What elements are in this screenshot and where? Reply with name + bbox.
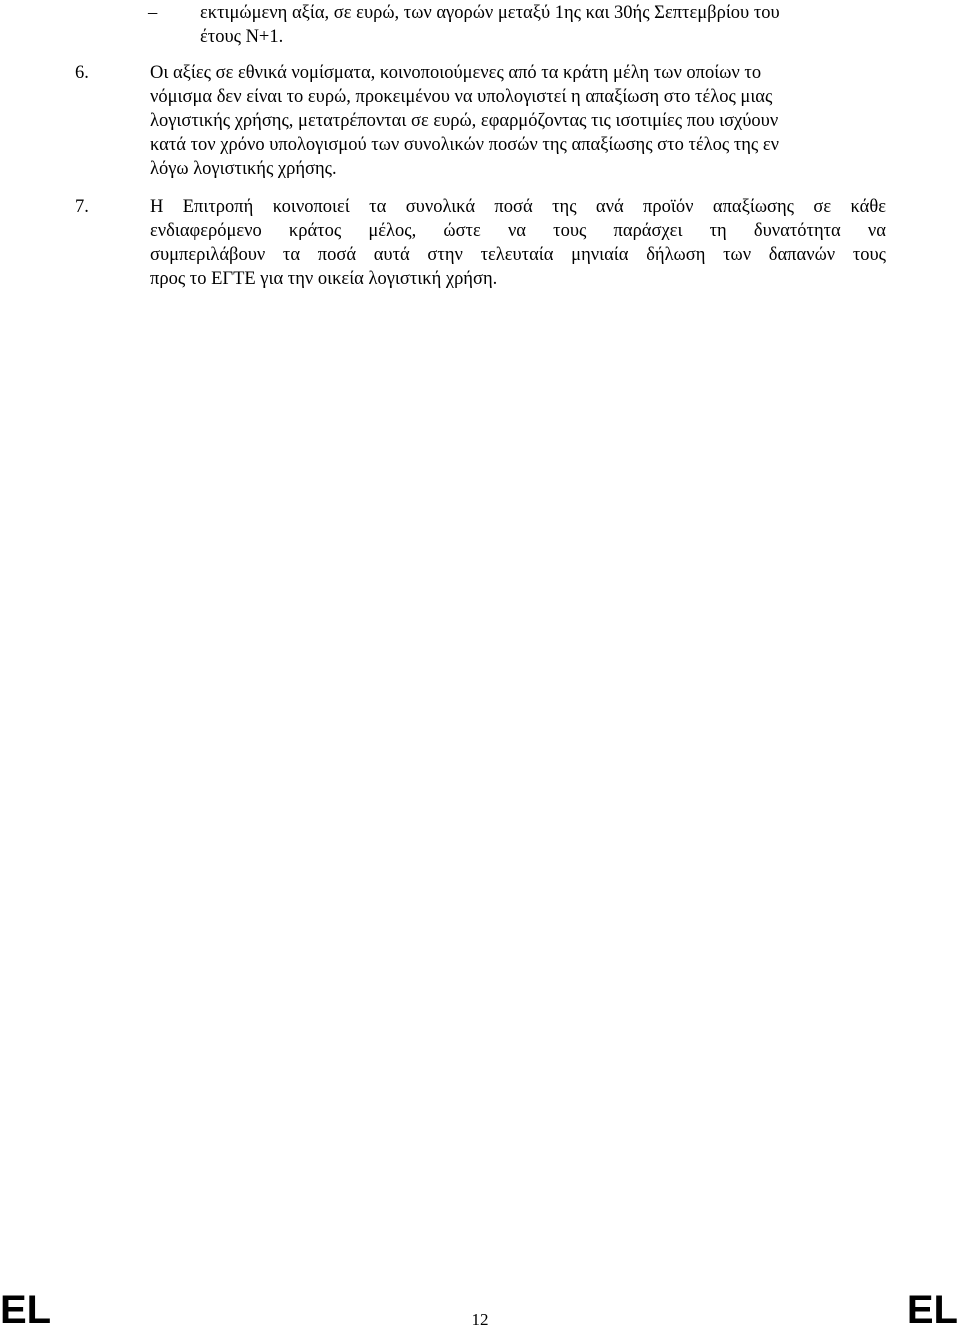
bullet-line-1: εκτιμώμενη αξία, σε ευρώ, των αγορών μεταξύ 1ης και 30ής Σεπτεμβρίου του	[200, 3, 780, 23]
paragraph-6-line-1: Οι αξίες σε εθνικά νομίσματα, κοινοποιούμενες από τα κράτη μέλη των οποίων το	[150, 63, 762, 83]
footer-language-label-right: EL	[906, 1288, 958, 1332]
paragraph-6-line-5: λόγω λογιστικής χρήσης.	[150, 159, 337, 179]
paragraph-6-line-2: νόμισμα δεν είναι το ευρώ, προκειμένου να υπολογιστεί η απαξίωση στο τέλος μιας	[150, 87, 773, 107]
paragraph-7-line-2: ενδιαφερόμενο κράτος μέλος, ώστε να τους παράσχει τη δυνατότητα να	[150, 221, 886, 241]
paragraph-7-line-3: συμπεριλάβουν τα ποσά αυτά στην τελευταία μηνιαία δήλωση των δαπανών τους	[150, 245, 886, 265]
page-number: 12	[471, 1310, 489, 1329]
paragraph-6-line-3: λογιστικής χρήσης, μετατρέπονται σε ευρώ, εφαρμόζοντας τις ισοτιμίες που ισχύουν	[150, 111, 779, 131]
paragraph-6-number: 6.	[75, 63, 89, 83]
paragraph-7-number: 7.	[75, 197, 89, 217]
bullet-dash: –	[148, 3, 158, 23]
paragraph-7-line-1: Η Επιτροπή κοινοποιεί τα συνολικά ποσά της ανά προϊόν απαξίωσης σε κάθε	[150, 197, 886, 217]
paragraph-7-line-4: προς το ΕΓΤΕ για την οικεία λογιστική χρήση.	[150, 269, 498, 289]
paragraph-6-line-4: κατά τον χρόνο υπολογισμού των συνολικών ποσών της απαξίωσης στο τέλος της εν	[150, 135, 780, 155]
bullet-line-2: έτους Ν+1.	[200, 27, 284, 47]
footer-language-label-left: EL	[0, 1288, 52, 1332]
